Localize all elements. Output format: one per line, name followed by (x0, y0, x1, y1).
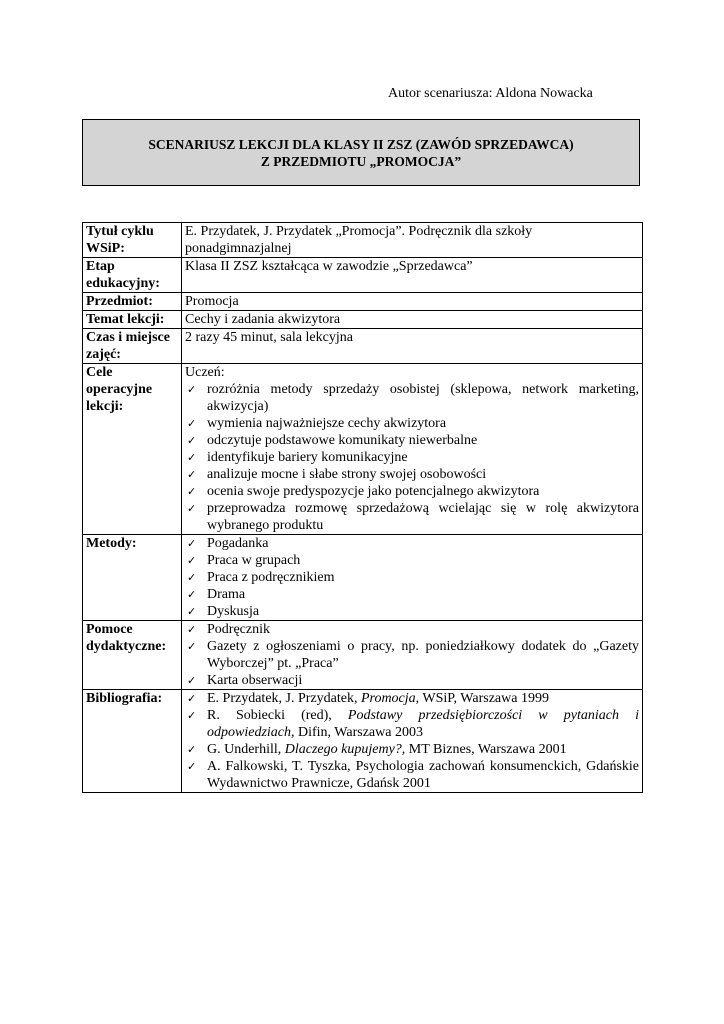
list-item: ✓ identyfikuje bariery komunikacyjne (187, 450, 408, 465)
cele-intro: Uczeń: (185, 365, 225, 380)
checkmark-icon: ✓ (187, 692, 197, 705)
document-title (82, 119, 640, 186)
row-etap (83, 258, 643, 293)
row-czas (83, 329, 643, 364)
row-pomoce (83, 621, 643, 690)
checkmark-icon: ✓ (187, 468, 197, 481)
row-przedmiot (83, 293, 643, 311)
bibliografia-list (185, 690, 639, 792)
label-pomoce: Pomoce dydaktyczne: (83, 621, 182, 690)
list-item: ✓ E. Przydatek, J. Przydatek, Promocja, WSiP, Warszawa 1999 (187, 691, 549, 706)
value-bibliografia (182, 690, 643, 793)
list-item: ✓ Pogadanka (187, 536, 269, 551)
row-bibliografia (83, 690, 643, 793)
value-czas: 2 razy 45 minut, sala lekcyjna (182, 329, 643, 364)
title-line-2: Z PRZEDMIOTU „PROMOCJA” (260, 153, 462, 169)
checkmark-icon: ✓ (187, 383, 197, 396)
checkmark-icon: ✓ (187, 537, 197, 550)
list-item: ✓ przeprowadza rozmowę sprzedażową wcielając się w rolę akwizytora wybranego produktu (187, 501, 639, 533)
list-item: ✓ odczytuje podstawowe komunikaty niewerbalne (187, 433, 478, 448)
label-bibliografia: Bibliografia: (83, 690, 182, 793)
label-metody: Metody: (83, 535, 182, 621)
list-item: ✓ Gazety z ogłoszeniami o pracy, np. poniedziałkowy dodatek do „Gazety Wyborczej” pt. „Praca” (187, 639, 639, 671)
checkmark-icon: ✓ (187, 709, 197, 722)
checkmark-icon: ✓ (187, 640, 197, 653)
checkmark-icon: ✓ (187, 502, 197, 515)
checkmark-icon: ✓ (187, 417, 197, 430)
list-item: ✓ Praca z podręcznikiem (187, 570, 335, 585)
value-przedmiot: Promocja (182, 293, 643, 311)
checkmark-icon: ✓ (187, 451, 197, 464)
list-item: ✓ Praca w grupach (187, 553, 301, 568)
list-item: ✓ A. Falkowski, T. Tyszka, Psychologia zachowań konsumenckich, Gdańskie Wydawnictwo Prawnicze, Gdańsk 2001 (187, 759, 639, 791)
value-tytul: E. Przydatek, J. Przydatek „Promocja”. Podręcznik dla szkoły ponadgimnazjalnej (182, 223, 643, 258)
list-item: ✓ Drama (187, 587, 246, 602)
label-tytul: Tytuł cyklu WSiP: (83, 223, 182, 258)
value-cele (182, 364, 643, 535)
checkmark-icon: ✓ (187, 588, 197, 601)
list-item: ✓ wymienia najważniejsze cechy akwizytora (187, 416, 447, 431)
value-etap: Klasa II ZSZ kształcąca w zawodzie „Sprzedawca” (182, 258, 643, 293)
value-pomoce (182, 621, 643, 690)
checkmark-icon: ✓ (187, 743, 197, 756)
list-item: ✓ ocenia swoje predyspozycje jako potencjalnego akwizytora (187, 484, 540, 499)
title-line-1: SCENARIUSZ LEKCJI DLA KLASY II ZSZ (ZAWÓD SPRZEDAWCA) (148, 136, 574, 152)
lesson-info-table (82, 222, 643, 793)
cele-list (185, 381, 639, 534)
checkmark-icon: ✓ (187, 554, 197, 567)
row-temat (83, 311, 643, 329)
row-tytul (83, 223, 643, 258)
label-przedmiot: Przedmiot: (83, 293, 182, 311)
list-item: ✓ rozróżnia metody sprzedaży osobistej (sklepowa, network marketing, akwizycja) (187, 382, 639, 414)
metody-list (185, 535, 639, 620)
list-item: ✓ Karta obserwacji (187, 673, 303, 688)
value-metody (182, 535, 643, 621)
checkmark-icon: ✓ (187, 674, 197, 687)
list-item: ✓ G. Underhill, Dlaczego kupujemy?, MT Biznes, Warszawa 2001 (187, 742, 567, 757)
list-item: ✓ Dyskusja (187, 604, 260, 619)
checkmark-icon: ✓ (187, 605, 197, 618)
list-item: ✓ R. Sobiecki (red), Podstawy przedsiębiorczości w pytaniach i odpowiedziach, Difin, Warszawa 2003 (187, 708, 640, 740)
checkmark-icon: ✓ (187, 760, 197, 773)
label-temat: Temat lekcji: (83, 311, 182, 329)
row-cele (83, 364, 643, 535)
label-etap: Etap edukacyjny: (83, 258, 182, 293)
list-item: ✓ analizuje mocne i słabe strony swojej osobowości (187, 467, 487, 482)
label-cele: Cele operacyjne lekcji: (83, 364, 182, 535)
pomoce-list (185, 621, 639, 689)
value-temat: Cechy i zadania akwizytora (182, 311, 643, 329)
row-metody (83, 535, 643, 621)
checkmark-icon: ✓ (187, 571, 197, 584)
checkmark-icon: ✓ (187, 623, 197, 636)
author-line: Autor scenariusza: Aldona Nowacka (388, 86, 593, 101)
label-czas: Czas i miejsce zajęć: (83, 329, 182, 364)
checkmark-icon: ✓ (187, 434, 197, 447)
checkmark-icon: ✓ (187, 485, 197, 498)
list-item: ✓ Podręcznik (187, 622, 270, 637)
